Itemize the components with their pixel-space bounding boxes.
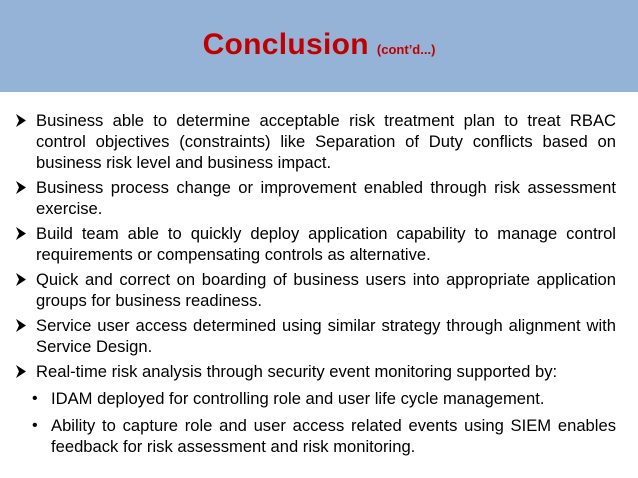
- sub-list-item: [14, 415, 616, 457]
- bullet-text: Real-time risk analysis through security event monitoring supported by:: [36, 362, 558, 381]
- dot-bullet-icon: •: [32, 390, 38, 407]
- arrow-bullet-icon: [14, 269, 30, 290]
- title-banner: [0, 0, 638, 92]
- bullet-text: Quick and correct on boarding of business users into appropriate application groups for business readiness.: [36, 270, 616, 310]
- list-item: [14, 361, 616, 382]
- arrow-bullet-icon: [14, 223, 30, 244]
- arrow-bullet-icon: [14, 177, 30, 198]
- list-item: [14, 269, 616, 311]
- dot-bullet-icon: •: [32, 417, 38, 434]
- list-item: [14, 223, 616, 265]
- sub-bullet-text: IDAM deployed for controlling role and user life cycle management.: [51, 389, 545, 408]
- bullet-list: [14, 110, 616, 459]
- slide-title: [0, 28, 638, 62]
- list-item: [14, 110, 616, 173]
- arrow-bullet-icon: [14, 315, 30, 336]
- title-text: Conclusion: [202, 28, 369, 61]
- arrow-bullet-icon: [14, 110, 30, 131]
- list-item: [14, 177, 616, 219]
- bullet-text: Service user access determined using similar strategy through alignment with Service Design.: [36, 316, 616, 356]
- arrow-bullet-icon: [14, 361, 30, 382]
- bullet-text: Build team able to quickly deploy application capability to manage control requirements or compensating controls as alternative.: [36, 224, 616, 264]
- title-subtitle: (cont’d...): [376, 42, 436, 57]
- bullet-text: Business process change or improvement enabled through risk assessment exercise.: [36, 178, 616, 218]
- list-item: [14, 315, 616, 357]
- sub-bullet-text: Ability to capture role and user access related events using SIEM enables feedback for risk assessment and risk monitoring.: [51, 416, 616, 456]
- bullet-text: Business able to determine acceptable risk treatment plan to treat RBAC control objectives (constraints) like Separation of Duty conflicts based on business risk level and business impact.: [36, 111, 616, 172]
- sub-list-item: [14, 388, 616, 409]
